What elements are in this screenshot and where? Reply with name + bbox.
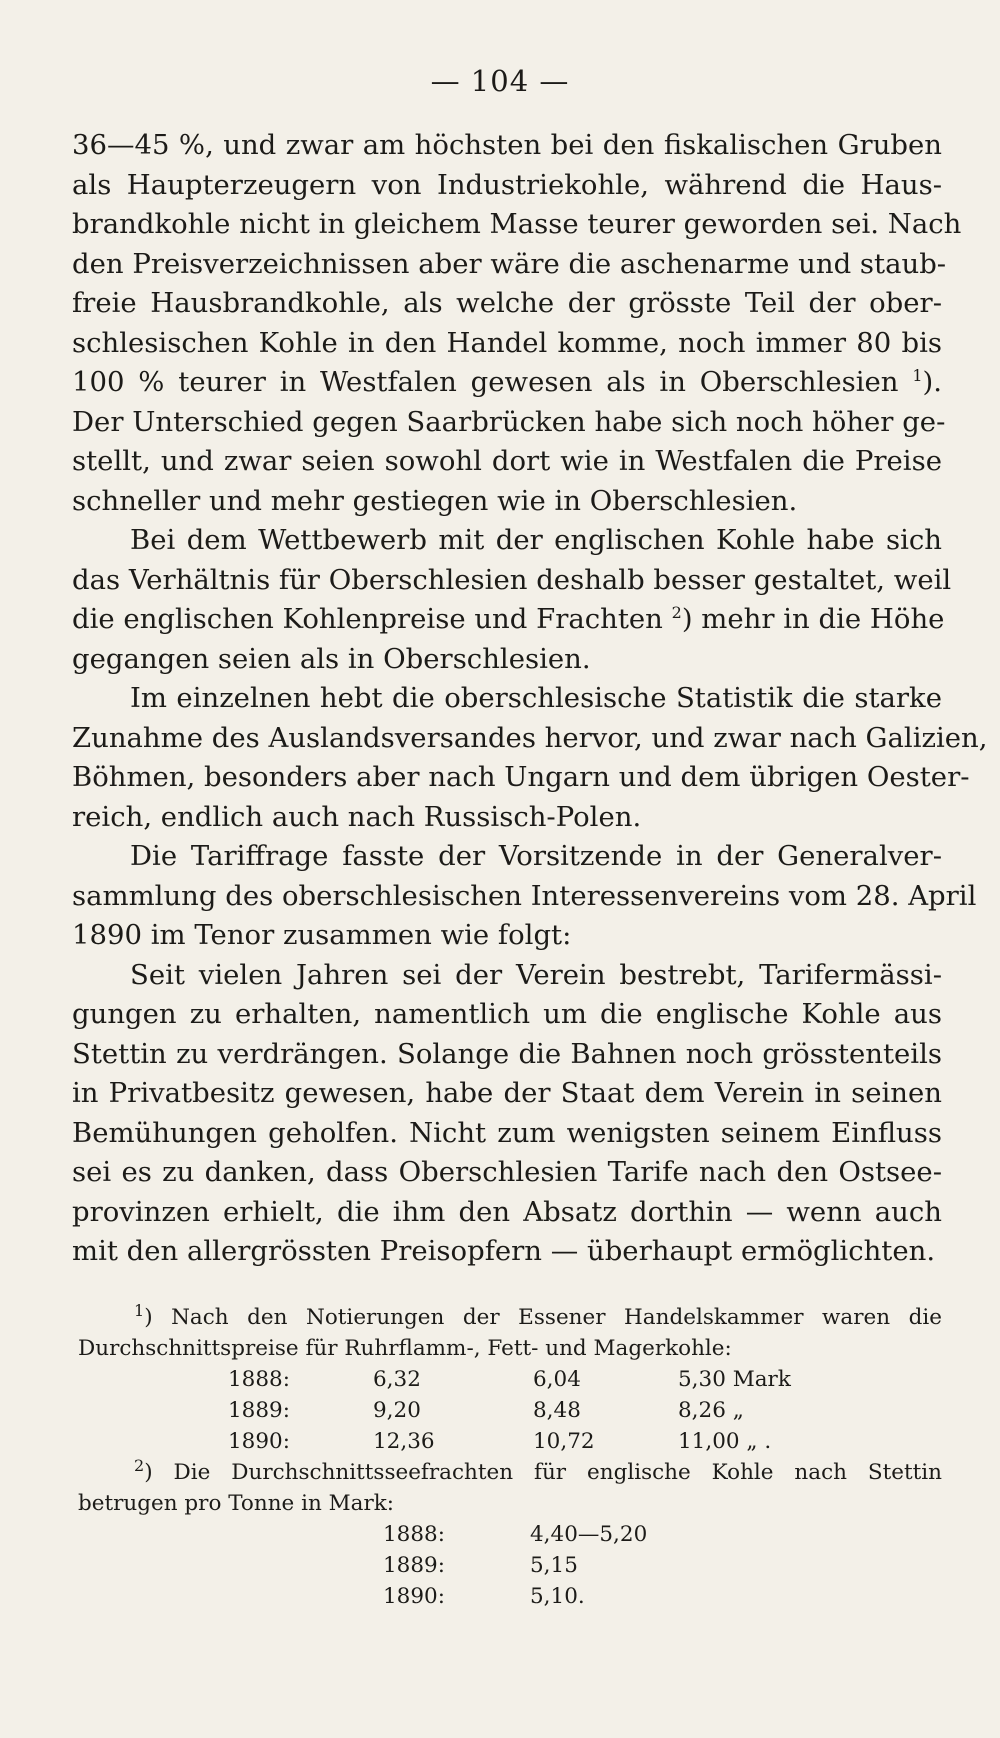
text-line: Böhmen, besonders aber nach Ungarn und dem übrigen Oester-	[72, 761, 970, 793]
table-cell: 8,48	[533, 1398, 581, 1423]
page-number: — 104 —	[430, 64, 570, 98]
text-fragment: ).	[922, 366, 942, 398]
text-line: sammlung des oberschlesischen Interessenvereins vom 28. April	[72, 879, 977, 912]
table-cell: 4,40—5,20	[530, 1522, 648, 1547]
text-line: in Privatbesitz gewesen, habe der Staat dem Verein in seinen	[72, 1077, 942, 1109]
text-line: gungen zu erhalten, namentlich um die englische Kohle aus	[72, 998, 942, 1030]
table-cell: 9,20	[373, 1398, 421, 1423]
text-line: als Haupterzeugern von Industriekohle, während die Haus-	[72, 168, 942, 201]
table-cell: 5,10.	[530, 1584, 585, 1609]
text-line: 36—45 %, und zwar am höchsten bei den fiskalischen Gruben	[72, 129, 942, 161]
text-line-with-footnote	[72, 600, 945, 640]
text-line: mit den allergrössten Preisopfern — überhaupt ermöglichten.	[72, 1235, 936, 1267]
text-line: freie Hausbrandkohle, als welche der grösste Teil der ober-	[72, 287, 942, 319]
table-cell: 5,30 Mark	[678, 1367, 791, 1392]
footnote-line	[78, 1302, 942, 1333]
table-cell: 1890:	[383, 1584, 445, 1609]
text-line-with-footnote	[72, 363, 942, 403]
table-cell: 1888:	[383, 1522, 445, 1547]
table-cell: 12,36	[373, 1429, 435, 1454]
text-fragment: ) mehr in die Höhe	[681, 603, 945, 635]
text-line: Bei dem Wettbewerb mit der englischen Kohle habe sich	[130, 524, 942, 556]
text-line: Die Tariffrage fasste der Vorsitzende in der Generalver-	[130, 840, 942, 872]
table-cell: 1890:	[228, 1429, 290, 1454]
table-row	[78, 1364, 942, 1395]
footnote-line: betrugen pro Tonne in Mark:	[78, 1491, 395, 1516]
table-cell: 8,26 „	[678, 1398, 744, 1423]
text-line: gegangen seien als in Oberschlesien.	[72, 642, 591, 675]
footnote-marker: 2	[134, 1455, 145, 1475]
table-cell: 1889:	[383, 1553, 445, 1578]
table-cell: 1888:	[228, 1367, 290, 1392]
table-row	[78, 1395, 942, 1426]
text-line: Zunahme des Auslandsversandes hervor, und zwar nach Galizien,	[72, 721, 988, 754]
footnotes	[78, 1302, 942, 1612]
text-line: Stettin zu verdrängen. Solange die Bahnen noch grösstenteils	[72, 1037, 942, 1070]
table-row	[78, 1426, 942, 1457]
table-cell: 10,72	[533, 1429, 595, 1454]
footnote-ref: 2	[671, 602, 682, 622]
text-line: Der Unterschied gegen Saarbrücken habe sich noch höher ge-	[72, 405, 946, 438]
table-row	[78, 1519, 942, 1550]
footnote-ref: 1	[912, 365, 923, 385]
text-line: Im einzelnen hebt die oberschlesische Statistik die starke	[130, 682, 942, 714]
text-line: sei es zu danken, dass Oberschlesien Tarife nach den Ostsee-	[72, 1156, 942, 1188]
table-cell: 1889:	[228, 1398, 290, 1423]
main-text	[72, 126, 988, 1272]
text-fragment: ) Die Durchschnittsseefrachten für englische Kohle nach Stettin	[144, 1460, 942, 1485]
text-line: brandkohle nicht in gleichem Masse teurer geworden sei. Nach	[72, 208, 962, 240]
table-row	[78, 1581, 942, 1612]
footnote-line: Durchschnittspreise für Ruhrflamm-, Fett- und Magerkohle:	[78, 1336, 732, 1361]
text-fragment: ) Nach den Notierungen der Essener Handelskammer waren die	[144, 1305, 942, 1330]
text-line: den Preisverzeichnissen aber wäre die aschenarme und staub-	[72, 247, 947, 280]
text-line: reich, endlich auch nach Russisch-Polen.	[72, 800, 642, 833]
footnote-line	[78, 1457, 942, 1488]
text-line: Bemühungen geholfen. Nicht zum wenigsten seinem Einfluss	[72, 1116, 942, 1149]
text-fragment: 100 % teurer in Westfalen gewesen als in Oberschlesien	[72, 366, 899, 398]
table-cell: 6,32	[373, 1367, 421, 1392]
footnote-marker: 1	[134, 1300, 145, 1320]
text-line: 1890 im Tenor zusammen wie folgt:	[72, 919, 572, 951]
text-line: Seit vielen Jahren sei der Verein bestrebt, Tarifermässi-	[130, 958, 942, 991]
text-line: provinzen erhielt, die ihm den Absatz dorthin — wenn auch	[72, 1195, 942, 1228]
table-cell: 5,15	[530, 1553, 578, 1578]
text-line: stellt, und zwar seien sowohl dort wie in Westfalen die Preise	[72, 445, 942, 477]
table-cell: 6,04	[533, 1367, 581, 1392]
text-fragment: die englischen Kohlenpreise und Frachten	[72, 603, 663, 635]
text-line: das Verhältnis für Oberschlesien deshalb besser gestaltet, weil	[72, 563, 952, 596]
table-cell: 11,00 „ .	[678, 1429, 772, 1454]
table-row	[78, 1550, 942, 1581]
text-line: schneller und mehr gestiegen wie in Oberschlesien.	[72, 484, 798, 517]
text-line: schlesischen Kohle in den Handel komme, noch immer 80 bis	[72, 326, 942, 359]
